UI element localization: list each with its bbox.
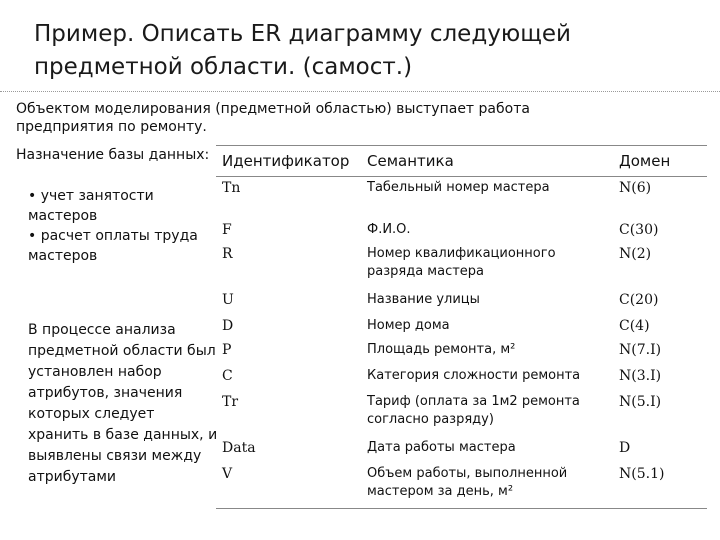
attributes-table [216, 145, 707, 509]
purpose-label: Назначение базы данных: [16, 147, 210, 163]
cell-identifier: P [222, 341, 232, 358]
slide-title-line-2: предметной области. (самост.) [34, 54, 413, 80]
bullet-item-payment: • расчет оплаты труда мастеров [28, 228, 198, 264]
intro-line-2: предприятия по ремонту. [16, 119, 207, 135]
cell-semantics: Объем работы, выполненной мастером за день, м² [361, 463, 613, 509]
cell-identifier: Tn [222, 180, 241, 196]
cell-domain: N(7.I) [619, 341, 662, 358]
cell-identifier: U [222, 291, 234, 308]
cell-identifier: C [222, 367, 233, 384]
header-semantics: Семантика [361, 146, 613, 177]
cell-domain: N(5.1) [613, 463, 707, 509]
bullet-item-employment: • учет занятости мастеров [28, 188, 154, 224]
table-row [216, 437, 707, 463]
analysis-text: В процессе анализа предметной области был установлен набор атрибутов, значения которых следует хранить в базе данных, и выявлены связи между атрибутами [28, 322, 218, 485]
intro-line-1: Объектом моделирования (предметной областью) выступает работа [16, 101, 530, 117]
cell-identifier: R [222, 245, 233, 262]
cell-semantics: Табельный номер мастера [367, 180, 550, 195]
table-row [216, 289, 707, 315]
cell-semantics: Номер дома [367, 317, 450, 333]
cell-identifier: V [216, 463, 361, 509]
table-row [216, 463, 707, 509]
cell-identifier: Tr [222, 393, 239, 410]
intro-text [16, 100, 576, 136]
cell-semantics: Номер квалификационного разряда мастера [367, 245, 556, 279]
cell-domain: N(2) [619, 245, 652, 262]
table-row [216, 219, 707, 243]
header-identifier: Идентификатор [216, 146, 361, 177]
cell-domain: N(6) [619, 180, 652, 196]
table-header-row [216, 146, 707, 177]
cell-domain: C(20) [619, 291, 659, 308]
cell-identifier: F [222, 221, 232, 238]
table-row [216, 315, 707, 339]
slide-title-line-1: Пример. Описать ER диаграмму следующей [34, 21, 571, 47]
cell-domain: D [619, 439, 631, 456]
cell-semantics: Тариф (оплата за 1м2 ремонта согласно разряду) [367, 393, 580, 427]
header-domain: Домен [613, 146, 707, 177]
cell-identifier: D [222, 317, 234, 334]
cell-domain: N(5.I) [619, 393, 662, 410]
title-divider [0, 91, 720, 92]
table-row [216, 391, 707, 437]
table-row [216, 365, 707, 391]
cell-domain: N(3.I) [619, 367, 662, 384]
cell-identifier: Data [222, 439, 256, 456]
table-row [216, 243, 707, 289]
slide-title [34, 18, 694, 84]
table-row [216, 177, 707, 219]
cell-semantics: Ф.И.О. [367, 221, 411, 237]
purpose-bullets [28, 186, 213, 266]
cell-domain: C(4) [619, 317, 650, 334]
cell-semantics: Дата работы мастера [367, 439, 516, 455]
cell-semantics: Название улицы [367, 291, 480, 307]
table-row [216, 339, 707, 365]
cell-semantics: Площадь ремонта, м² [367, 341, 516, 357]
cell-domain: C(30) [619, 221, 659, 238]
cell-semantics: Категория сложности ремонта [367, 367, 581, 383]
